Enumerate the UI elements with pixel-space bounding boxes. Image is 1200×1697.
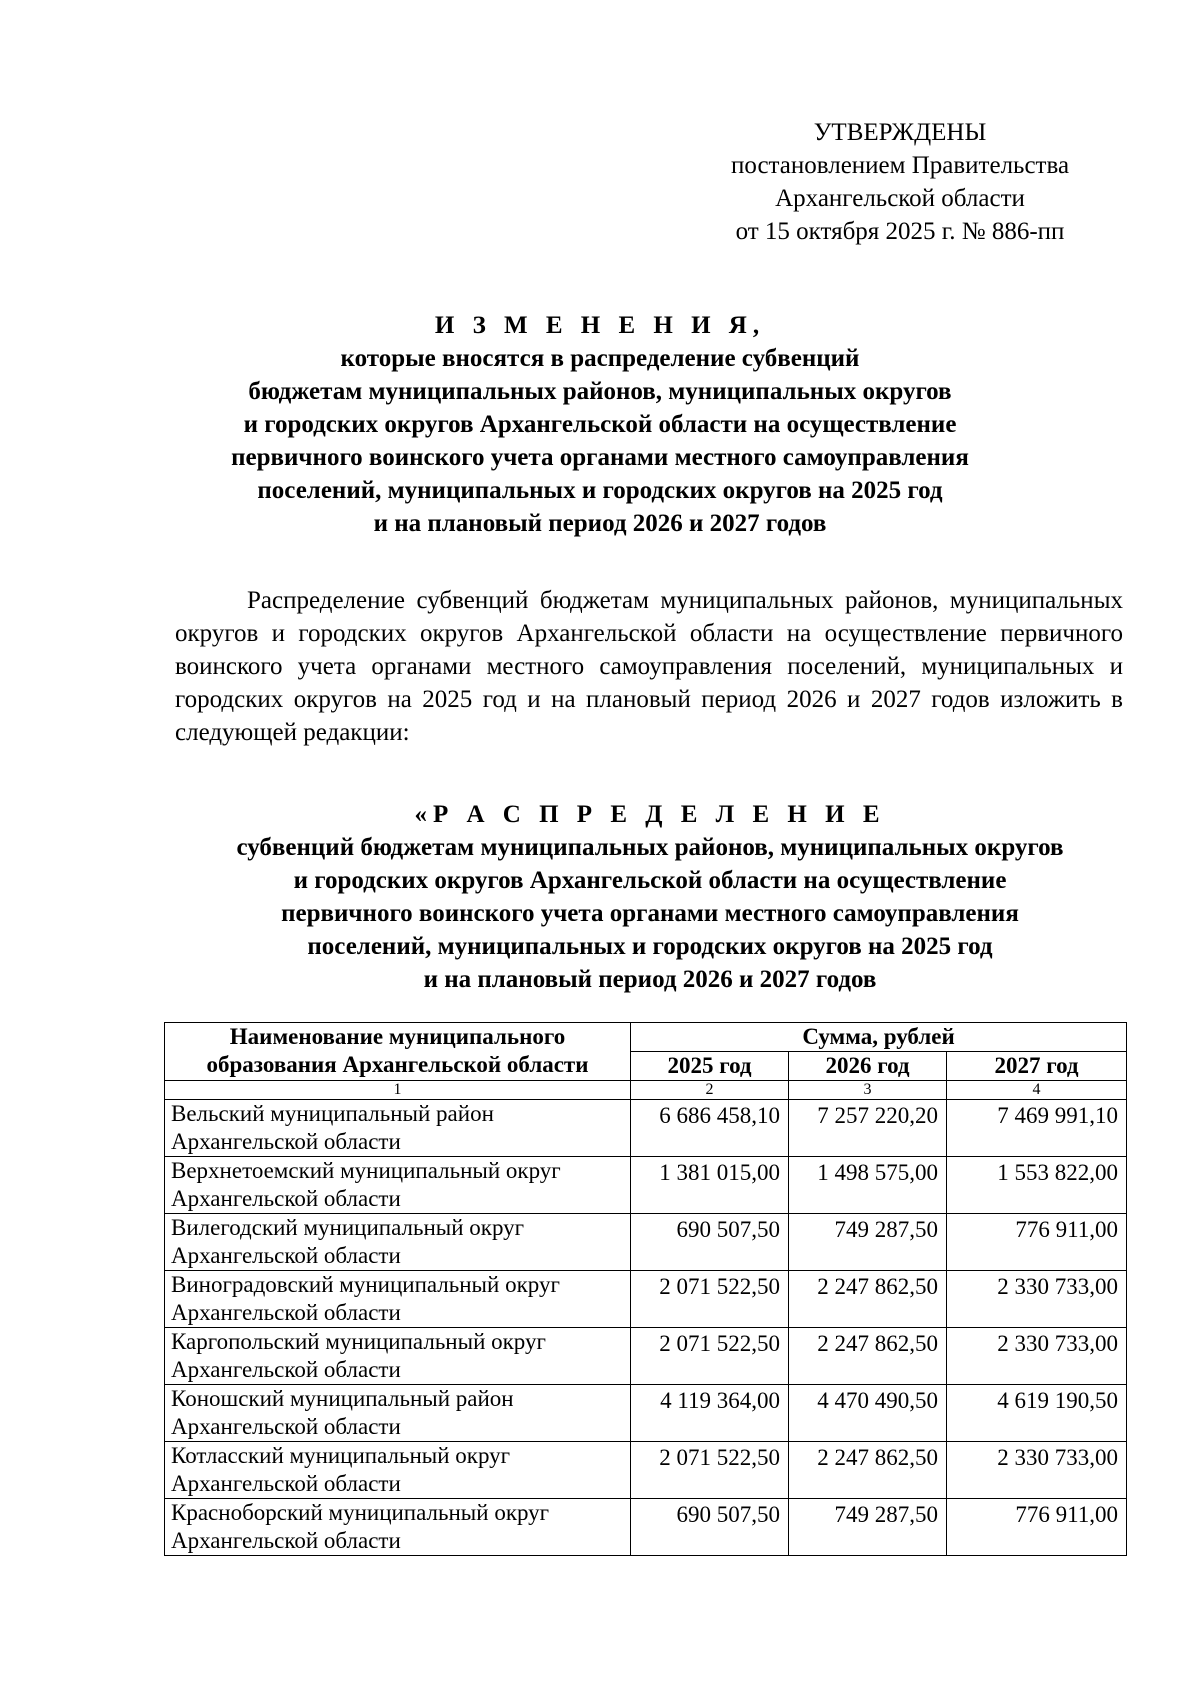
value-2025-cell: 6 686 458,10 <box>631 1100 789 1157</box>
table-row <box>165 1214 1127 1271</box>
value-2025-cell: 1 381 015,00 <box>631 1157 789 1214</box>
table-row <box>165 1499 1127 1556</box>
changes-subtitle-line: которые вносятся в распределение субвенций <box>340 345 860 372</box>
distribution-subtitle-line: и городских округов Архангельской области на осуществление <box>293 867 1007 894</box>
column-number: 2 <box>631 1081 789 1100</box>
municipality-name-cell: Коношский муниципальный район Архангельской области <box>165 1385 631 1442</box>
approval-line-date: от 15 октября 2025 г. № 886-пп <box>735 218 1065 245</box>
value-2027-cell: 2 330 733,00 <box>947 1328 1127 1385</box>
changes-subtitle-line: и городских округов Архангельской области на осуществление <box>243 411 957 438</box>
value-2027-cell: 7 469 991,10 <box>947 1100 1127 1157</box>
header-sum: Сумма, рублей <box>631 1023 1127 1052</box>
value-2026-cell: 7 257 220,20 <box>789 1100 947 1157</box>
distribution-heading: «Р А С П Р Е Д Е Л Е Н И Е <box>414 801 886 828</box>
distribution-subtitle-line: субвенций бюджетам муниципальных районов, муниципальных округов <box>236 834 1064 861</box>
value-2027-cell: 776 911,00 <box>947 1499 1127 1556</box>
changes-title-block <box>160 309 1040 540</box>
table-row <box>165 1385 1127 1442</box>
distribution-table <box>164 1022 1127 1556</box>
municipality-name-cell: Вельский муниципальный район Архангельской области <box>165 1100 631 1157</box>
value-2027-cell: 2 330 733,00 <box>947 1442 1127 1499</box>
distribution-subtitle-line: поселений, муниципальных и городских округов на 2025 год <box>307 933 993 960</box>
changes-subtitle-line: бюджетам муниципальных районов, муниципальных округов <box>248 378 952 405</box>
value-2025-cell: 2 071 522,50 <box>631 1442 789 1499</box>
value-2027-cell: 1 553 822,00 <box>947 1157 1127 1214</box>
table-row <box>165 1442 1127 1499</box>
changes-subtitle-line: первичного воинского учета органами местного самоуправления <box>231 444 969 471</box>
table-row <box>165 1100 1127 1157</box>
value-2025-cell: 2 071 522,50 <box>631 1328 789 1385</box>
value-2025-cell: 690 507,50 <box>631 1499 789 1556</box>
changes-heading: И З М Е Н Е Н И Я, <box>434 312 766 339</box>
municipality-name-cell: Вилегодский муниципальный округ Архангельской области <box>165 1214 631 1271</box>
header-year-2026: 2026 год <box>789 1052 947 1081</box>
municipality-name-cell: Виноградовский муниципальный округ Архангельской области <box>165 1271 631 1328</box>
municipality-name-cell: Котласский муниципальный округ Архангельской области <box>165 1442 631 1499</box>
value-2025-cell: 690 507,50 <box>631 1214 789 1271</box>
distribution-table-wrapper <box>164 1022 1126 1556</box>
column-number-row <box>165 1081 1127 1100</box>
approval-line-decree: постановлением Правительства <box>730 152 1070 179</box>
distribution-title-block <box>160 798 1140 996</box>
approval-stamp <box>690 116 1110 248</box>
column-number: 4 <box>947 1081 1127 1100</box>
table-row <box>165 1328 1127 1385</box>
changes-subtitle-line: и на плановый период 2026 и 2027 годов <box>373 510 827 537</box>
value-2025-cell: 4 119 364,00 <box>631 1385 789 1442</box>
approval-line-region: Архангельской области <box>775 185 1025 212</box>
value-2026-cell: 2 247 862,50 <box>789 1442 947 1499</box>
value-2026-cell: 2 247 862,50 <box>789 1271 947 1328</box>
distribution-subtitle-line: и на плановый период 2026 и 2027 годов <box>423 966 877 993</box>
value-2027-cell: 2 330 733,00 <box>947 1271 1127 1328</box>
value-2025-cell: 2 071 522,50 <box>631 1271 789 1328</box>
value-2026-cell: 749 287,50 <box>789 1214 947 1271</box>
distribution-subtitle-line: первичного воинского учета органами местного самоуправления <box>281 900 1019 927</box>
value-2026-cell: 1 498 575,00 <box>789 1157 947 1214</box>
intro-paragraph: Распределение субвенций бюджетам муниципальных районов, муниципальных округов и городских округов Архангельской области на осуществление первичного воинского учета органами местного самоуправления поселений, муниципальных и городских округов на 2025 год и на плановый период 2026 и 2027 годов изложить в следующей редакции: <box>175 587 1123 746</box>
changes-subtitle-line: поселений, муниципальных и городских округов на 2025 год <box>257 477 943 504</box>
value-2026-cell: 4 470 490,50 <box>789 1385 947 1442</box>
value-2027-cell: 776 911,00 <box>947 1214 1127 1271</box>
header-municipality-name: Наименование муниципального образования Архангельской области <box>165 1023 631 1081</box>
header-year-2027: 2027 год <box>947 1052 1127 1081</box>
table-row <box>165 1157 1127 1214</box>
column-number: 3 <box>789 1081 947 1100</box>
header-year-2025: 2025 год <box>631 1052 789 1081</box>
municipality-name-cell: Красноборский муниципальный округ Архангельской области <box>165 1499 631 1556</box>
municipality-name-cell: Каргопольский муниципальный округ Архангельской области <box>165 1328 631 1385</box>
value-2026-cell: 2 247 862,50 <box>789 1328 947 1385</box>
value-2027-cell: 4 619 190,50 <box>947 1385 1127 1442</box>
value-2026-cell: 749 287,50 <box>789 1499 947 1556</box>
municipality-name-cell: Верхнетоемский муниципальный округ Архангельской области <box>165 1157 631 1214</box>
table-row <box>165 1271 1127 1328</box>
approval-title: УТВЕРЖДЕНЫ <box>813 119 987 146</box>
column-number: 1 <box>165 1081 631 1100</box>
